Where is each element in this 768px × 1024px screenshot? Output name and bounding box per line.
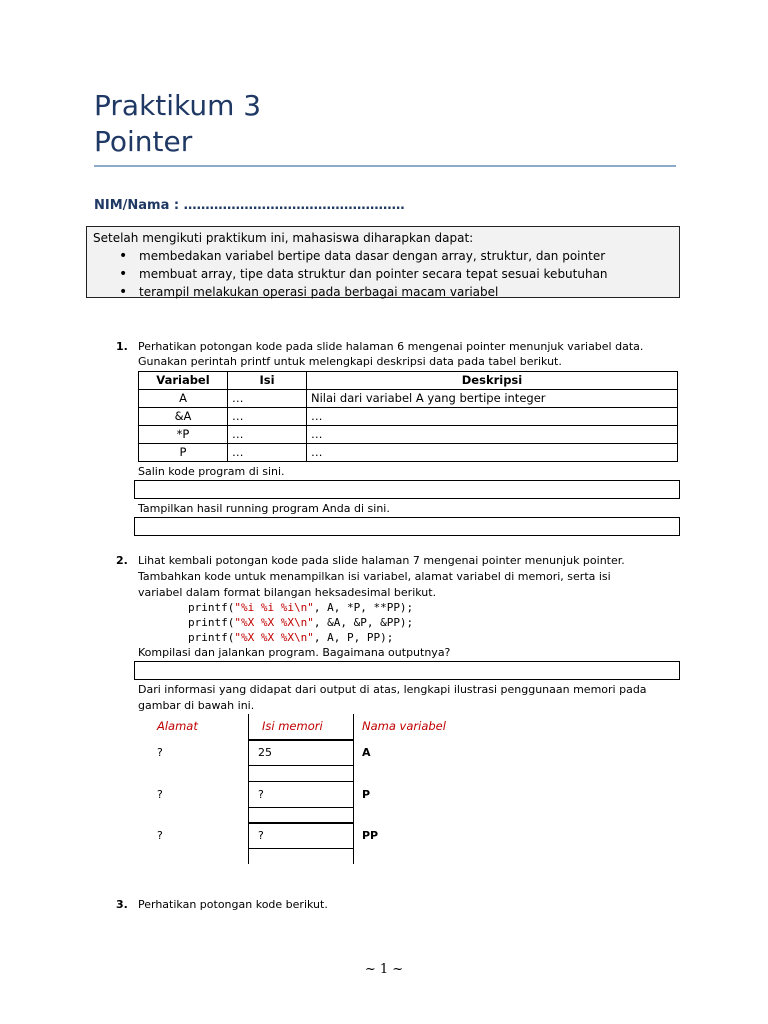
- q1-line-2: Gunakan perintah printf untuk melengkapi deskripsi data pada tabel berikut.: [138, 355, 562, 368]
- memory-header-address: Alamat: [157, 719, 198, 733]
- memory-cell-border: [248, 848, 354, 849]
- table-row: [139, 444, 678, 462]
- memory-content[interactable]: ?: [258, 829, 264, 842]
- memory-content[interactable]: 25: [258, 746, 272, 759]
- nim-label: NIM/Nama : ……………………………………………: [94, 198, 405, 213]
- objective-item: • membuat array, tipe data struktur dan pointer secara tepat sesuai kebutuhan: [93, 265, 673, 283]
- page-title: [94, 88, 261, 160]
- cell-variabel: A: [139, 390, 228, 408]
- memory-cell-border: [248, 822, 354, 824]
- objectives-box: [86, 226, 680, 298]
- q2-line-2: Tambahkan kode untuk menampilkan isi variabel, alamat variabel di memori, serta isi: [138, 570, 611, 583]
- memory-variable-name: P: [362, 788, 371, 801]
- compile-label: Kompilasi dan jalankan program. Bagaimana outputnya?: [138, 646, 451, 659]
- memory-variable-name: A: [362, 746, 371, 759]
- header-variabel: Variabel: [139, 372, 228, 390]
- memory-header-content: Isi memori: [262, 719, 323, 733]
- table-row: [139, 426, 678, 444]
- memory-address: ?: [157, 829, 163, 842]
- table-row: [139, 390, 678, 408]
- page-number: ~ 1 ~: [364, 962, 404, 977]
- header-deskripsi: Deskripsi: [307, 372, 678, 390]
- objectives-intro: Setelah mengikuti praktikum ini, mahasiswa diharapkan dapat:: [93, 231, 474, 245]
- memory-cell-border: [248, 781, 354, 782]
- objective-item: • membedakan variabel bertipe data dasar dengan array, struktur, dan pointer: [93, 247, 673, 265]
- memory-address: ?: [157, 788, 163, 801]
- memory-cell-border: [248, 807, 354, 808]
- cell-variabel: P: [139, 444, 228, 462]
- cell-deskripsi[interactable]: …: [307, 408, 678, 426]
- title-line-1: Praktikum 3: [94, 89, 262, 122]
- title-divider: [94, 165, 676, 167]
- q2-line-1: Lihat kembali potongan kode pada slide halaman 7 mengenai pointer menunjuk pointer.: [138, 554, 625, 567]
- result-answer-box[interactable]: [134, 517, 680, 536]
- code-line: printf("%X %X %X\n", A, P, PP);: [188, 631, 394, 644]
- cell-isi[interactable]: …: [228, 390, 307, 408]
- objectives-list: [93, 247, 673, 301]
- memory-cell-border: [248, 765, 354, 766]
- info-line-1: Dari informasi yang didapat dari output di atas, lengkapi ilustrasi penggunaan memori pada: [138, 683, 647, 696]
- cell-variabel: &A: [139, 408, 228, 426]
- code-line: printf("%i %i %i\n", A, *P, **PP);: [188, 601, 414, 614]
- cell-isi[interactable]: …: [228, 426, 307, 444]
- title-line-2: Pointer: [94, 125, 193, 158]
- q2-line-3: variabel dalam format bilangan heksadesimal berikut.: [138, 586, 437, 599]
- code-answer-box[interactable]: [134, 480, 680, 499]
- output-answer-box[interactable]: [134, 661, 680, 680]
- info-line-2: gambar di bawah ini.: [138, 699, 255, 712]
- q1-number: 1.: [116, 340, 128, 353]
- header-isi: Isi: [228, 372, 307, 390]
- memory-header-name: Nama variabel: [362, 719, 446, 733]
- cell-deskripsi[interactable]: Nilai dari variabel A yang bertipe integer: [307, 390, 678, 408]
- show-result-label: Tampilkan hasil running program Anda di sini.: [138, 502, 390, 515]
- cell-isi[interactable]: …: [228, 444, 307, 462]
- q2-number: 2.: [116, 554, 128, 567]
- table-header-row: [139, 372, 678, 390]
- table-row: [139, 408, 678, 426]
- cell-deskripsi[interactable]: …: [307, 426, 678, 444]
- memory-address: ?: [157, 746, 163, 759]
- cell-variabel: *P: [139, 426, 228, 444]
- cell-deskripsi[interactable]: …: [307, 444, 678, 462]
- objective-item: • terampil melakukan operasi pada berbagai macam variabel: [93, 283, 673, 301]
- code-line: printf("%X %X %X\n", &A, &P, &PP);: [188, 616, 414, 629]
- memory-variable-name: PP: [362, 829, 379, 842]
- variable-table: [138, 371, 678, 462]
- memory-content[interactable]: ?: [258, 788, 264, 801]
- memory-cell-border: [248, 739, 354, 741]
- q1-line-1: Perhatikan potongan kode pada slide halaman 6 mengenai pointer menunjuk variabel data.: [138, 340, 644, 353]
- q3-text: Perhatikan potongan kode berikut.: [138, 898, 328, 911]
- copy-code-label: Salin kode program di sini.: [138, 465, 285, 478]
- q3-number: 3.: [116, 898, 128, 911]
- cell-isi[interactable]: …: [228, 408, 307, 426]
